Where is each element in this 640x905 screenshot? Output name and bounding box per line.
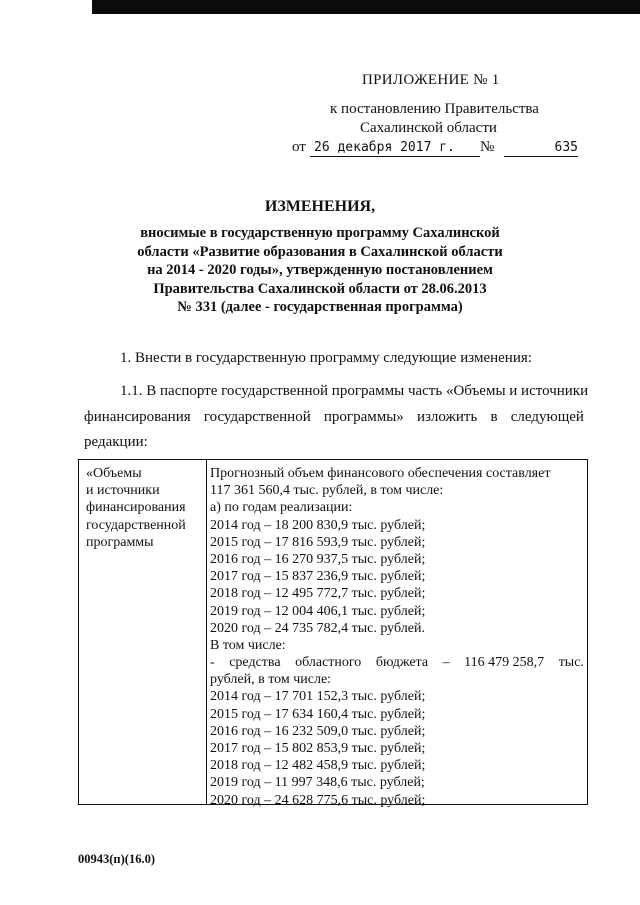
paragraph-word: программы» [323, 409, 404, 425]
resolution-date: 26 декабря 2017 г. [310, 138, 480, 157]
right-cell-line: а) по годам реализации: [210, 500, 353, 516]
right-cell-line: рублей, в том числе: [210, 672, 332, 688]
right-cell-line: Прогнозный объем финансового обеспечения составляет [210, 466, 551, 481]
resolution-number: 635 [504, 138, 578, 157]
budget-word: 116 479 258,7 [464, 655, 545, 671]
paragraph-word: следующей [510, 409, 584, 425]
subheading-line: области «Развитие образования в Сахалинской области [137, 243, 503, 260]
right-cell-line: 2014 год – 17 701 152,3 тыс. рублей; [210, 689, 426, 705]
left-cell-line: «Объемы [86, 466, 142, 481]
document-subheading [80, 224, 560, 317]
left-cell-line: государственной [86, 517, 186, 533]
budget-word: тыс. [558, 655, 584, 671]
budget-word: средства [229, 655, 281, 671]
paragraph-word: изложить [416, 409, 478, 425]
budget-word: бюджета [375, 655, 429, 671]
paragraph-1-1-end: редакции: [84, 434, 148, 450]
right-cell-line: 2015 год – 17 634 160,4 тыс. рублей; [210, 706, 426, 722]
right-cell-line: 2015 год – 17 816 593,9 тыс. рублей; [210, 534, 426, 550]
budget-word: - [210, 655, 215, 671]
right-cell-line: 2020 год – 24 628 775,6 тыс. рублей; [210, 792, 426, 808]
right-cell-line: 2017 год – 15 837 236,9 тыс. рублей; [210, 569, 426, 585]
annex-region: Сахалинской области [360, 120, 497, 136]
paragraph-1: 1. Внести в государственную программу следующие изменения: [120, 350, 532, 366]
paragraph-1-1: 1.1. В паспорте государственной программы часть «Объемы и источники [120, 383, 589, 399]
right-cell-line: 2017 год – 15 802 853,9 тыс. рублей; [210, 741, 426, 756]
subheading-line: Правительства Сахалинской области от 28.06.2013 [153, 280, 487, 297]
subheading-line: на 2014 - 2020 годы», утвержденную постановлением [147, 262, 493, 278]
right-cell-line: 2018 год – 12 495 772,7 тыс. рублей; [210, 586, 426, 602]
left-cell-line: финансирования [86, 500, 186, 516]
right-cell-line: 2020 год – 24 735 782,4 тыс. рублей. [210, 620, 425, 636]
table-column-divider [206, 460, 207, 804]
annex-date-row [292, 137, 592, 159]
form-code: 00943(п)(16.0) [78, 852, 155, 866]
right-cell-line: В том числе: [210, 637, 286, 653]
paragraph-1-1-continued [84, 409, 584, 426]
annex-resolution-ref: к постановлению Правительства [330, 101, 539, 117]
right-cell-line: 2014 год – 18 200 830,9 тыс. рублей; [210, 517, 426, 533]
subheading-line: № 331 (далее - государственная программа) [177, 299, 463, 315]
right-cell-line: 2016 год – 16 270 937,5 тыс. рублей; [210, 551, 426, 567]
number-label: № [480, 139, 495, 155]
budget-word: – [442, 655, 450, 671]
budget-word: областного [295, 655, 362, 671]
paragraph-word: финансирования [84, 409, 191, 425]
annex-title: ПРИЛОЖЕНИЕ № 1 [362, 72, 500, 88]
subheading-line: вносимые в государственную программу Сахалинской [140, 225, 500, 241]
left-cell-line: и источники [86, 483, 160, 499]
right-cell-line: 2016 год – 16 232 509,0 тыс. рублей; [210, 723, 426, 739]
paragraph-word: в [490, 409, 498, 425]
scan-top-edge [92, 0, 640, 14]
right-cell-line: 2018 год – 12 482 458,9 тыс. рублей; [210, 758, 426, 774]
funding-table [78, 459, 588, 808]
date-from-label: от [292, 139, 306, 155]
right-cell-line: 2019 год – 11 997 348,6 тыс. рублей; [210, 775, 425, 791]
table-left-cell [86, 465, 186, 551]
document-heading: ИЗМЕНЕНИЯ, [264, 198, 376, 215]
right-cell-line: 117 361 560,4 тыс. рублей, в том числе: [210, 483, 444, 499]
budget-line [210, 654, 584, 671]
paragraph-word: государственной [203, 409, 311, 425]
left-cell-line: программы [86, 534, 154, 550]
table-right-cell [210, 465, 584, 809]
right-cell-line: 2019 год – 12 004 406,1 тыс. рублей; [210, 603, 426, 619]
